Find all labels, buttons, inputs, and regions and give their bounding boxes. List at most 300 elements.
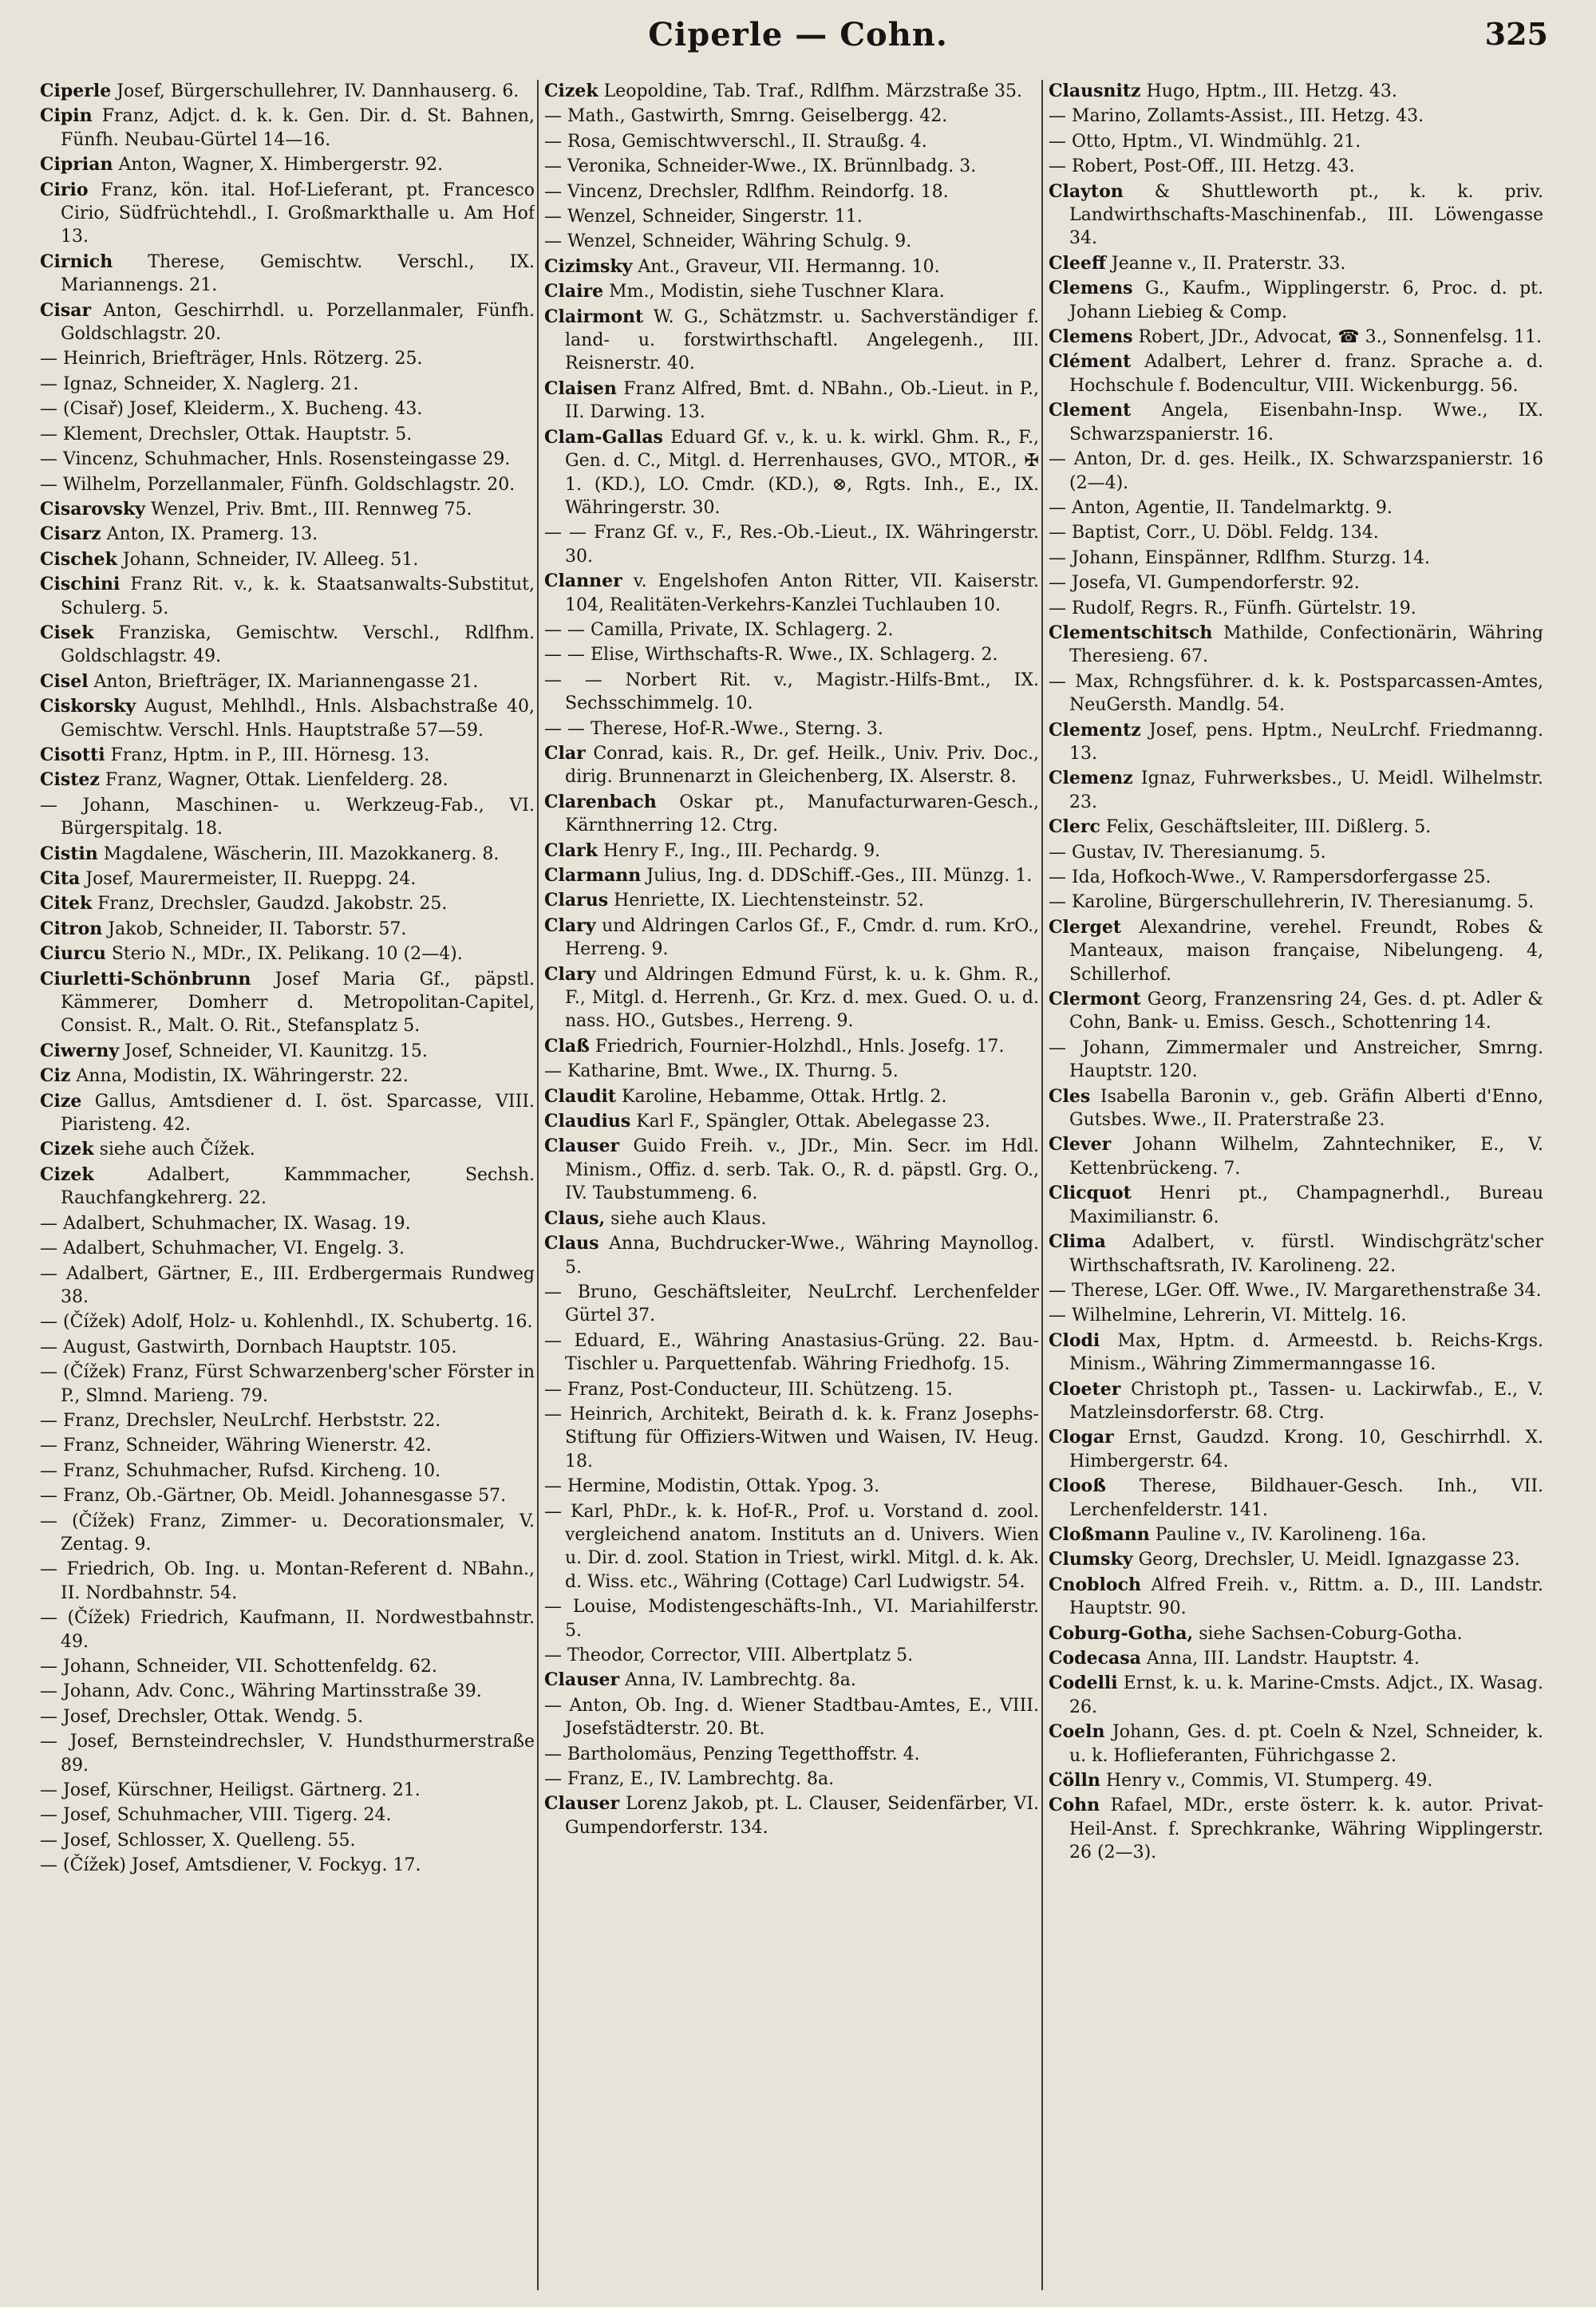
directory-entry — [544, 306, 1039, 376]
entry-surname: Clerc — [1049, 816, 1100, 838]
entry-surname: Cischini — [40, 574, 120, 595]
entry-surname: Cizek — [40, 1163, 94, 1185]
entry-surname: Clarmann — [544, 865, 642, 886]
directory-entry — [1049, 1329, 1543, 1377]
entry-details: — Adalbert, Gärtner, E., III. Erdbergermais Rundweg 38. — [40, 1263, 535, 1307]
entry-surname: Claudit — [544, 1085, 617, 1107]
directory-entry — [40, 1730, 535, 1777]
entry-details: Anna, IV. Lambrechtg. 8a. — [625, 1670, 856, 1691]
entry-surname: Cnobloch — [1049, 1574, 1141, 1595]
entry-surname: Citek — [40, 893, 93, 915]
entry-details: Adalbert, v. fürstl. Windischgrätz'scher Wirthschaftsrath, IV. Karolineng. 22. — [1069, 1232, 1543, 1276]
entry-details: — (Čížek) Franz, Fürst Schwarzenberg'scher Förster in P., Slmnd. Marieng. 79. — [40, 1362, 535, 1406]
entry-details: Therese, Bildhauer-Gesch. Inh., VII. Lerchenfelderstr. 141. — [1069, 1476, 1543, 1520]
directory-entry — [40, 1558, 535, 1605]
directory-entry — [1049, 1037, 1543, 1084]
entry-surname: Coburg-Gotha, — [1049, 1622, 1194, 1644]
entry-surname: Claß — [544, 1035, 590, 1057]
directory-entry — [1049, 1548, 1543, 1571]
entry-details: — Wilhelmine, Lehrerin, VI. Mittelg. 16. — [1049, 1306, 1407, 1326]
directory-entry — [1049, 891, 1543, 914]
entry-details: — (Čížek) Franz, Zimmer- u. Decorationsmaler, V. Zentag. 9. — [40, 1511, 535, 1554]
entry-details: Julius, Ing. d. DDSchiff.-Ges., III. Münzg. 1. — [646, 866, 1033, 886]
entry-details: — Friedrich, Ob. Ing. u. Montan-Referent d. NBahn., II. Nordbahnstr. 54. — [40, 1559, 535, 1603]
directory-entry — [40, 744, 535, 767]
entry-details: siehe Sachsen-Coburg-Gotha. — [1199, 1623, 1463, 1644]
directory-entry — [544, 1110, 1039, 1133]
entry-details: — August, Gastwirth, Dornbach Hauptstr. 105. — [40, 1337, 457, 1357]
directory-entry — [544, 1232, 1039, 1279]
directory-entry — [544, 839, 1039, 863]
entry-details: v. Engelshofen Anton Ritter, VII. Kaiserstr. 104, Realitäten-Verkehrs-Kanzlei Tuchlauben 10. — [565, 571, 1039, 615]
directory-entry — [544, 717, 1039, 741]
directory-entry — [40, 448, 535, 471]
entry-details: — Max, Rchngsführer. d. k. k. Postsparcassen-Amtes, NeuGersth. Mandlg. 54. — [1049, 671, 1543, 716]
entry-surname: Clam-Gallas — [544, 426, 663, 448]
entry-surname: Clicquot — [1049, 1183, 1132, 1204]
entry-surname: Cita — [40, 868, 81, 889]
directory-entry — [544, 1085, 1039, 1108]
directory-entry — [40, 1655, 535, 1678]
entry-surname: Cizek — [40, 1139, 94, 1160]
entry-details: Alexandrine, verehel. Freundt, Robes & Manteaux, maison française, Nibelungeng. 4, Schillerhof. — [1069, 917, 1543, 985]
directory-entry — [40, 918, 535, 941]
entry-details: Ernst, Gaudzd. Krong. 10, Geschirrhdl. X. Himbergerstr. 64. — [1069, 1428, 1543, 1472]
entry-surname: Codecasa — [1049, 1648, 1141, 1669]
entry-surname: Cipin — [40, 105, 93, 127]
entry-details: Max, Hptm. d. Armeestd. b. Reichs-Krgs. Minism., Währing Zimmermanngasse 16. — [1069, 1330, 1543, 1375]
entry-details: Franz Alfred, Bmt. d. NBahn., Ob.-Lieut. in P., II. Darwing. 13. — [565, 378, 1039, 423]
entry-surname: Ciwerny — [40, 1040, 120, 1061]
directory-entry — [40, 1705, 535, 1728]
directory-entry — [1049, 841, 1543, 864]
entry-details: G., Kaufm., Wipplingerstr. 6, Proc. d. pt. Johann Liebieg & Comp. — [1069, 278, 1543, 322]
directory-entry — [40, 1460, 535, 1483]
entry-surname: Cistin — [40, 843, 98, 864]
entry-surname: Cleeff — [1049, 252, 1106, 274]
entry-surname: Clement — [1049, 400, 1132, 421]
entry-details: und Aldringen Edmund Fürst, k. u. k. Ghm. R., F., Mitgl. d. Herrenh., Gr. Krz. d. mex. Gued. O. u. d. nass. HO., Gutsbes., Herreng. 9. — [565, 964, 1039, 1032]
entry-details: Pauline v., IV. Karolineng. 16a. — [1155, 1524, 1427, 1545]
entry-details: — Ida, Hofkoch-Wwe., V. Rampersdorfergasse 25. — [1049, 867, 1491, 887]
directory-entry — [40, 1680, 535, 1703]
entry-surname: Clairmont — [544, 306, 644, 327]
directory-entry — [544, 255, 1039, 278]
directory-entry — [544, 230, 1039, 253]
directory-entry — [544, 643, 1039, 666]
directory-entry — [40, 423, 535, 446]
entry-surname: Claire — [544, 281, 604, 302]
entry-surname: Clarus — [544, 890, 609, 911]
entry-details: — Josefa, VI. Gumpendorferstr. 92. — [1049, 573, 1360, 594]
entry-surname: Cirnich — [40, 251, 113, 272]
entry-surname: Clanner — [544, 571, 622, 592]
entry-details: — Theodor, Corrector, VIII. Albertplatz 5. — [544, 1645, 914, 1665]
entry-details: Ant., Graveur, VII. Hermanng. 10. — [638, 256, 940, 277]
entry-details: Franziska, Gemischtw. Verschl., Rdlfhm. Goldschlagstr. 49. — [61, 622, 535, 667]
entry-details: — — Norbert Rit. v., Magistr.-Hilfs-Bmt., IX. Sechsschimmelg. 10. — [544, 670, 1039, 714]
entry-details: — Heinrich, Briefträger, Hnls. Rötzerg. 25. — [40, 349, 423, 369]
entry-surname: Cizek — [544, 81, 598, 101]
entry-details: Alfred Freih. v., Rittm. a. D., III. Landstr. Hauptstr. 90. — [1069, 1574, 1543, 1619]
entry-details: — Rosa, Gemischtwverschl., II. Straußg. 4. — [544, 131, 927, 152]
entry-surname: Claus, — [544, 1207, 606, 1229]
entry-details: Josef Maria Gf., päpstl. Kämmerer, Domherr d. Metropolitan-Capitel, Consist. R., Malt. O. Rit., Stefansplatz 5. — [61, 969, 535, 1037]
entry-details: — Marino, Zollamts-Assist., III. Hetzg. 43. — [1049, 106, 1424, 127]
directory-entry — [544, 570, 1039, 617]
entry-surname: Clar — [544, 742, 586, 764]
entry-details: — Anton, Ob. Ing. d. Wiener Stadtbau-Amtes, E., VIII. Josefstädterstr. 20. Bt. — [544, 1695, 1039, 1740]
entry-surname: Clima — [1049, 1231, 1106, 1253]
directory-entry — [40, 1484, 535, 1507]
directory-entry — [1049, 571, 1543, 595]
directory-entry — [1049, 547, 1543, 570]
entry-surname: Cisel — [40, 670, 89, 692]
directory-entry — [40, 80, 535, 103]
column-divider — [1041, 80, 1043, 2290]
entry-surname: Cles — [1049, 1085, 1091, 1107]
entry-details: — Josef, Bernsteindrechsler, V. Hundsthurmerstraße 89. — [40, 1732, 535, 1776]
directory-entry — [40, 794, 535, 841]
entry-details: — Josef, Schuhmacher, VIII. Tigerg. 24. — [40, 1805, 392, 1826]
directory-entry — [40, 373, 535, 396]
directory-entry — [40, 1336, 535, 1359]
entry-details: Christoph pt., Tassen- u. Lackirwfab., E., V. Matzleinsdorferstr. 68. Ctrg. — [1069, 1379, 1543, 1423]
directory-entry — [40, 1803, 535, 1827]
entry-details: Jeanne v., II. Praterstr. 33. — [1111, 253, 1346, 274]
directory-entry — [544, 280, 1039, 303]
entry-details: und Aldringen Carlos Gf., F., Cmdr. d. rum. KrO., Herreng. 9. — [565, 915, 1039, 960]
directory-entry — [544, 1768, 1039, 1791]
entry-details: — — Camilla, Private, IX. Schlagerg. 2. — [544, 619, 894, 640]
entry-details: — Vincenz, Drechsler, Rdlfhm. Reindorfg. 18. — [544, 181, 949, 202]
directory-entry — [1049, 988, 1543, 1035]
directory-entry — [544, 1060, 1039, 1083]
entry-details: — Franz, Schuhmacher, Rufsd. Kircheng. 10. — [40, 1460, 441, 1481]
entry-details: Anton, Wagner, X. Himbergerstr. 92. — [118, 155, 444, 176]
directory-entry — [1049, 597, 1543, 620]
directory-entry — [1049, 130, 1543, 153]
entry-details: Josef, Bürgerschullehrer, IV. Dannhauserg. 6. — [117, 81, 519, 101]
entry-surname: Cloeter — [1049, 1378, 1121, 1400]
directory-entry — [40, 1212, 535, 1235]
entry-surname: Clumsky — [1049, 1549, 1133, 1570]
entry-surname: Cirio — [40, 179, 89, 200]
entry-surname: Clementschitsch — [1049, 622, 1213, 643]
entry-details: Franz, Wagner, Ottak. Lienfelderg. 28. — [105, 770, 448, 791]
entry-surname: Clermont — [1049, 989, 1141, 1010]
entry-details: — Adalbert, Schuhmacher, VI. Engelg. 3. — [40, 1238, 405, 1259]
entry-details: — Bruno, Geschäftsleiter, NeuLrchf. Lerchenfelder Gürtel 37. — [544, 1282, 1039, 1326]
entry-surname: Clooß — [1049, 1475, 1106, 1497]
directory-entry — [40, 1854, 535, 1877]
directory-entry — [1049, 399, 1543, 446]
entry-details: Anton, IX. Pramerg. 13. — [106, 524, 318, 545]
directory-entry — [1049, 326, 1543, 349]
entry-details: Josef, Maurermeister, II. Rueppg. 24. — [85, 869, 417, 889]
entry-details: Ignaz, Fuhrwerksbes., U. Meidl. Wilhelmstr. 23. — [1069, 768, 1543, 812]
entry-details: — Veronika, Schneider-Wwe., IX. Brünnlbadg. 3. — [544, 156, 977, 177]
entry-surname: Cisar — [40, 299, 92, 321]
directory-entry — [40, 892, 535, 915]
directory-entry — [40, 942, 535, 966]
entry-surname: Clarenbach — [544, 791, 657, 812]
directory-entry — [40, 1434, 535, 1457]
directory-entry — [1049, 1523, 1543, 1547]
directory-entry — [544, 180, 1039, 203]
entry-surname: Ciurletti-Schönbrunn — [40, 968, 251, 990]
directory-entry — [1049, 105, 1543, 128]
entry-surname: Citron — [40, 918, 103, 939]
entry-details: Adalbert, Lehrer d. franz. Sprache a. d. Hochschule f. Bodencultur, VIII. Wickenburgg. 56. — [1069, 352, 1543, 396]
entry-details: — Johann, Schneider, VII. Schottenfeldg. 62. — [40, 1657, 437, 1677]
directory-entry — [544, 963, 1039, 1033]
entry-details: — (Cisař) Josef, Kleiderm., X. Bucheng. 43. — [40, 399, 423, 420]
directory-entry — [544, 864, 1039, 887]
directory-entry — [1049, 1279, 1543, 1302]
entry-surname: Clerget — [1049, 916, 1121, 938]
entry-details: Robert, JDr., Advocat, ☎ 3., Sonnenfelsg. 11. — [1138, 327, 1542, 348]
entry-details: Therese, Gemischtw. Verschl., IX. Mariannengs. 21. — [61, 251, 535, 296]
column-divider — [537, 80, 539, 2290]
running-head: Ciperle — Cohn. — [648, 16, 948, 53]
directory-entry — [40, 523, 535, 546]
entry-surname: Claudius — [544, 1111, 631, 1132]
directory-entry — [1049, 1647, 1543, 1670]
directory-entry — [40, 347, 535, 370]
entry-details: Leopoldine, Tab. Traf., Rdlfhm. Märzstraße 35. — [603, 81, 1022, 101]
entry-details: — Robert, Post-Off., III. Hetzg. 43. — [1049, 156, 1355, 177]
entry-surname: Ciz — [40, 1065, 71, 1087]
directory-entry — [40, 299, 535, 346]
entry-surname: Codelli — [1049, 1673, 1118, 1694]
entry-details: Angela, Eisenbahn-Insp. Wwe., IX. Schwarzspanierstr. 16. — [1069, 401, 1543, 444]
entry-details: Franz Rit. v., k. k. Staatsanwalts-Substitut, Schulerg. 5. — [61, 575, 535, 618]
entry-details: Isabella Baronin v., geb. Gräfin Alberti d'Enno, Gutsbes. Wwe., II. Praterstraße 23. — [1069, 1086, 1543, 1131]
entry-surname: Cloßmann — [1049, 1523, 1150, 1545]
entry-surname: Cohn — [1049, 1795, 1100, 1816]
entry-details: Ernst, k. u. k. Marine-Cmsts. Adjct., IX. Wasag. 26. — [1069, 1673, 1543, 1717]
directory-entry — [544, 1500, 1039, 1594]
entry-details: — Franz, Drechsler, NeuLrchf. Herbststr. 22. — [40, 1410, 441, 1431]
entry-details: Gallus, Amtsdiener d. I. öst. Sparcasse, VIII. Piaristeng. 42. — [61, 1091, 535, 1136]
directory-entry — [544, 1595, 1039, 1642]
directory-entry — [40, 1361, 535, 1408]
entry-details: Felix, Geschäftsleiter, III. Dißlerg. 5. — [1105, 817, 1432, 838]
entry-details: Karl F., Spängler, Ottak. Abelegasse 23. — [636, 1112, 990, 1132]
directory-entry — [40, 1090, 535, 1137]
directory-entry — [544, 155, 1039, 178]
entry-details: siehe auch Čížek. — [99, 1140, 255, 1160]
entry-surname: Cisek — [40, 622, 94, 643]
directory-entry — [544, 1329, 1039, 1377]
entry-details: Magdalene, Wäscherin, III. Mazokkanerg. 8. — [103, 843, 500, 864]
directory-entry — [40, 768, 535, 792]
directory-entry — [1049, 1378, 1543, 1425]
entry-details: W. G., Schätzmstr. u. Sachverständiger f. land- u. forstwirthschaftl. Angelegenh., III. Reisnerstr. 40. — [565, 306, 1039, 374]
directory-entry — [40, 1510, 535, 1557]
directory-entry — [1049, 1133, 1543, 1180]
entry-surname: Clever — [1049, 1134, 1112, 1155]
entry-details: — Adalbert, Schuhmacher, IX. Wasag. 19. — [40, 1213, 411, 1234]
directory-entry — [1049, 521, 1543, 544]
directory-entry — [40, 1409, 535, 1432]
entry-details: — Karl, PhDr., k. k. Hof-R., Prof. u. Vorstand d. zool. vergleichend anatom. Instituts an d. Univers. Wien u. Dir. d. zool. Station in Triest, wirkl. Mitgl. d. k. Ak. d. Wiss. etc., Währing (Cottage) Carl Ludwigstr. 54. — [544, 1501, 1039, 1592]
directory-entry — [40, 1237, 535, 1260]
entry-details: — Vincenz, Schuhmacher, Hnls. Rosensteingasse 29. — [40, 449, 511, 470]
directory-entry — [544, 1035, 1039, 1058]
entry-surname: Cize — [40, 1090, 82, 1112]
directory-entry — [1049, 1720, 1543, 1768]
directory-entry — [40, 1262, 535, 1310]
entry-details: — Math., Gastwirth, Smrng. Geiselbergg. 42. — [544, 106, 948, 127]
directory-entry — [544, 1378, 1039, 1401]
directory-entry — [1049, 816, 1543, 839]
directory-entry — [544, 791, 1039, 838]
entry-details: Oskar pt., Manufacturwaren-Gesch., Kärnthnerring 12. Ctrg. — [565, 792, 1039, 836]
entry-surname: Ciprian — [40, 154, 113, 176]
entry-details: Anna, III. Landstr. Hauptstr. 4. — [1146, 1649, 1420, 1669]
entry-details: Mathilde, Confectionärin, Währing Theresieng. 67. — [1069, 622, 1543, 667]
directory-entry — [40, 1040, 535, 1063]
entry-details: — Johann, Maschinen- u. Werkzeug-Fab., VI. Bürgerspitalg. 18. — [40, 795, 535, 839]
entry-details: Guido Freih. v., JDr., Min. Secr. im Hdl. Minism., Offiz. d. serb. Tak. O., R. d. päpstl. Grg. O., IV. Taubstummeng. 6. — [565, 1136, 1039, 1204]
entry-details: — Josef, Kürschner, Heiligst. Gärtnerg. 21. — [40, 1780, 421, 1801]
entry-details: — Franz, E., IV. Lambrechtg. 8a. — [544, 1769, 835, 1790]
directory-entry — [40, 251, 535, 298]
entry-details: Mm., Modistin, siehe Tuschner Klara. — [609, 282, 945, 302]
entry-details: — Wenzel, Schneider, Singerstr. 11. — [544, 207, 863, 227]
directory-entry — [1049, 866, 1543, 889]
entry-details: siehe auch Klaus. — [610, 1208, 767, 1229]
entry-details: — Josef, Drechsler, Ottak. Wendg. 5. — [40, 1706, 364, 1727]
directory-entry — [1049, 719, 1543, 766]
entry-surname: Clément — [1049, 351, 1132, 373]
directory-entry — [544, 742, 1039, 789]
entry-details: — Johann, Adv. Conc., Währing Martinsstraße 39. — [40, 1681, 482, 1702]
entry-details: — — Franz Gf. v., F., Res.-Ob.-Lieut., IX. Währingerstr. 30. — [544, 523, 1039, 567]
entry-details: Henry v., Commis, VI. Stumperg. 49. — [1105, 1771, 1433, 1791]
directory-entry — [40, 622, 535, 669]
entry-details: Eduard Gf. v., k. u. k. wirkl. Ghm. R., F., Gen. d. C., Mitgl. d. Herrenhauses, GVO., MTOR., ✠ 1. (KD.), LO. Cmdr. (KD.), ⊗, Rgts. Inh., E., IX. Währingerstr. 30. — [565, 427, 1039, 518]
entry-details: — Wilhelm, Porzellanmaler, Fünfh. Goldschlagstr. 20. — [40, 474, 516, 495]
entry-details: — Rudolf, Regrs. R., Fünfh. Gürtelstr. 19. — [1049, 598, 1416, 618]
directory-entry — [544, 105, 1039, 128]
directory-entry — [544, 205, 1039, 228]
directory-entry — [1049, 622, 1543, 669]
entry-details: Rafael, MDr., erste österr. k. k. autor. Privat-Heil-Anst. f. Sprechkranke, Währing Wipplingerstr. 26 (2—3). — [1069, 1795, 1543, 1863]
page-number: 325 — [1484, 16, 1548, 52]
entry-surname: Cischek — [40, 548, 117, 570]
entry-surname: Clemenz — [1049, 768, 1133, 789]
directory-entry — [544, 889, 1039, 912]
directory-entry — [1049, 1085, 1543, 1132]
entry-surname: Cölln — [1049, 1770, 1100, 1791]
entry-details: Conrad, kais. R., Dr. gef. Heilk., Univ. Priv. Doc., dirig. Brunnenarzt in Gleichenberg, IX. Alserstr. 8. — [565, 743, 1039, 788]
entry-details: Josef, pens. Hptm., NeuLrchf. Friedmanng. 13. — [1069, 720, 1543, 764]
entry-details: Anna, Modistin, IX. Währingerstr. 22. — [76, 1066, 409, 1087]
entry-details: — Heinrich, Architekt, Beirath d. k. k. Franz Josephs-Stiftung für Offiziers-Witwen und Waisen, IV. Heug. 18. — [544, 1404, 1039, 1472]
entry-details: Georg, Franzensring 24, Ges. d. pt. Adler & Cohn, Bank- u. Emiss. Gesch., Schottenring 14. — [1069, 990, 1543, 1033]
directory-entry — [40, 179, 535, 249]
directory-entry — [1049, 1794, 1543, 1864]
entry-surname: Ciskorsky — [40, 696, 136, 717]
directory-entry — [40, 695, 535, 742]
directory-entry — [1049, 252, 1543, 275]
directory-entry — [544, 377, 1039, 425]
directory-entry — [40, 968, 535, 1038]
entry-details: — — Elise, Wirthschafts-R. Wwe., IX. Schlagerg. 2. — [544, 645, 998, 666]
directory-entry — [40, 473, 535, 496]
entry-details: — (Čížek) Josef, Amtsdiener, V. Fockyg. 17. — [40, 1855, 421, 1876]
directory-entry — [544, 1694, 1039, 1741]
entry-details: — Johann, Zimmermaler und Anstreicher, Smrng. Hauptstr. 120. — [1049, 1037, 1543, 1082]
entry-details: — Otto, Hptm., VI. Windmühlg. 21. — [1049, 131, 1361, 152]
entry-details: Lorenz Jakob, pt. L. Clauser, Seidenfärber, VI. Gumpendorferstr. 134. — [565, 1794, 1039, 1838]
entry-details: Hugo, Hptm., III. Hetzg. 43. — [1146, 81, 1397, 101]
entry-details: — Baptist, Corr., U. Döbl. Feldg. 134. — [1049, 523, 1379, 543]
entry-surname: Clodi — [1049, 1329, 1100, 1351]
entry-details: Josef, Schneider, VI. Kaunitzg. 15. — [124, 1041, 428, 1061]
directory-entry — [1049, 496, 1543, 519]
directory-entry — [544, 1644, 1039, 1667]
directory-entry — [40, 1606, 535, 1653]
entry-details: — Bartholomäus, Penzing Tegetthoffstr. 4. — [544, 1744, 920, 1764]
column-1 — [40, 80, 535, 2290]
directory-entry — [544, 915, 1039, 962]
entry-details: Friedrich, Fournier-Holzhdl., Hnls. Josefg. 17. — [595, 1036, 1005, 1057]
directory-entry — [544, 130, 1039, 153]
entry-details: Johann, Ges. d. pt. Coeln & Nzel, Schneider, k. u. k. Hoflieferanten, Führichgasse 2. — [1069, 1722, 1543, 1766]
directory-entry — [544, 80, 1039, 103]
entry-surname: Cisarovsky — [40, 498, 145, 519]
entry-details: Georg, Drechsler, U. Meidl. Ignazgasse 23. — [1138, 1550, 1520, 1570]
entry-details: — (Čížek) Adolf, Holz- u. Kohlenhdl., IX. Schubertg. 16. — [40, 1312, 533, 1333]
entry-surname: Claisen — [544, 377, 617, 399]
directory-entry — [544, 521, 1039, 568]
directory-entry — [1049, 1769, 1543, 1792]
directory-entry — [40, 867, 535, 891]
entry-details: — Johann, Einspänner, Rdlfhm. Sturzg. 14. — [1049, 547, 1430, 568]
entry-details: Wenzel, Priv. Bmt., III. Rennweg 75. — [150, 499, 472, 519]
entry-surname: Clary — [544, 963, 596, 985]
directory-entry — [40, 397, 535, 421]
entry-details: — Anton, Agentie, II. Tandelmarktg. 9. — [1049, 497, 1393, 518]
directory-entry — [1049, 767, 1543, 814]
directory-entry — [1049, 670, 1543, 717]
entry-details: & Shuttleworth pt., k. k. priv. Landwirthschafts-Maschinenfab., III. Löwengasse 34. — [1069, 181, 1543, 249]
entry-details: Henry F., Ing., III. Pechardg. 9. — [602, 840, 881, 861]
directory-entry — [544, 1135, 1039, 1205]
entry-surname: Cisotti — [40, 744, 105, 765]
directory-entry — [544, 1207, 1039, 1231]
entry-details: — Louise, Modistengeschäfts-Inh., VI. Mariahilferstr. 5. — [544, 1597, 1039, 1641]
directory-entry — [1049, 448, 1543, 495]
directory-entry — [40, 1065, 535, 1088]
directory-entry — [544, 1669, 1039, 1692]
directory-entry — [40, 153, 535, 176]
entry-details: — Karoline, Bürgerschullehrerin, IV. Theresianumg. 5. — [1049, 892, 1535, 913]
entry-surname: Clausnitz — [1049, 81, 1141, 101]
directory-entry — [40, 670, 535, 693]
entry-details: — Katharine, Bmt. Wwe., IX. Thurng. 5. — [544, 1061, 899, 1082]
entry-surname: Clayton — [1049, 180, 1124, 202]
entry-surname: Clogar — [1049, 1427, 1114, 1448]
entry-surname: Ciperle — [40, 81, 112, 101]
entry-details: Franz, Drechsler, Gaudzd. Jakobstr. 25. — [97, 894, 448, 915]
entry-details: August, Mehlhdl., Hnls. Alsbachstraße 40, Gemischtw. Verschl. Hnls. Hauptstraße 57—59. — [61, 697, 535, 741]
directory-entry — [1049, 1475, 1543, 1522]
